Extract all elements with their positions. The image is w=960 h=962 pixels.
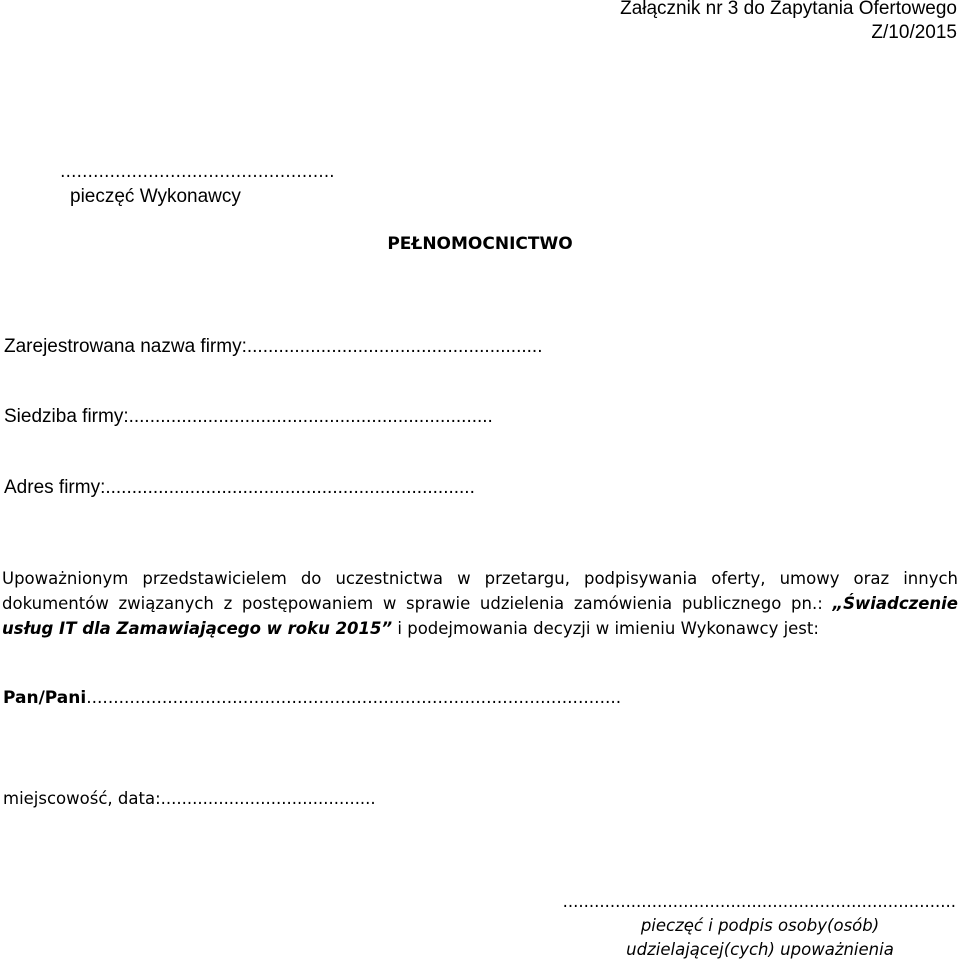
reference-number: Z/10/2015 bbox=[871, 22, 957, 43]
seat-field: Siedziba firmy:..................................................................... bbox=[4, 406, 493, 427]
signature-dots: ........................................................................... bbox=[562, 892, 956, 911]
person-line bbox=[3, 688, 621, 708]
document-title: PEŁNOMOCNICTWO bbox=[387, 234, 573, 254]
person-dots: ................................................................................................... bbox=[86, 688, 622, 708]
stamp-label: pieczęć Wykonawcy bbox=[70, 186, 241, 207]
annex-label: Załącznik nr 3 do Zapytania Ofertowego bbox=[620, 0, 957, 19]
company-name-field: Zarejestrowana nazwa firmy:........................................................ bbox=[4, 336, 543, 357]
authorization-paragraph bbox=[2, 566, 958, 641]
signature-block bbox=[560, 890, 960, 962]
paragraph-outro: i podejmowania decyzji w imieniu Wykonawcy jest: bbox=[392, 619, 819, 638]
person-label: Pan/Pani bbox=[3, 688, 87, 708]
stamp-dots: …………………….……………………. bbox=[60, 162, 335, 181]
project-name: „Świadczenie usług IT dla Zamawiającego w roku 2015” bbox=[2, 594, 958, 638]
signature-caption-line2: udzielającej(cych) upoważnienia bbox=[626, 940, 894, 959]
paragraph-intro: Upoważnionym przedstawicielem do uczestnictwa w przetargu, podpisywania oferty, umowy oraz innych dokumentów związanych z postępowaniem w sprawie udzielenia zamówienia publicznego pn.: bbox=[2, 569, 958, 613]
signature-caption-line1: pieczęć i podpis osoby(osób) bbox=[640, 916, 880, 935]
address-field: Adres firmy:...................................................................... bbox=[4, 477, 475, 498]
place-date-field: miejscowość, data:......................................... bbox=[3, 789, 376, 808]
